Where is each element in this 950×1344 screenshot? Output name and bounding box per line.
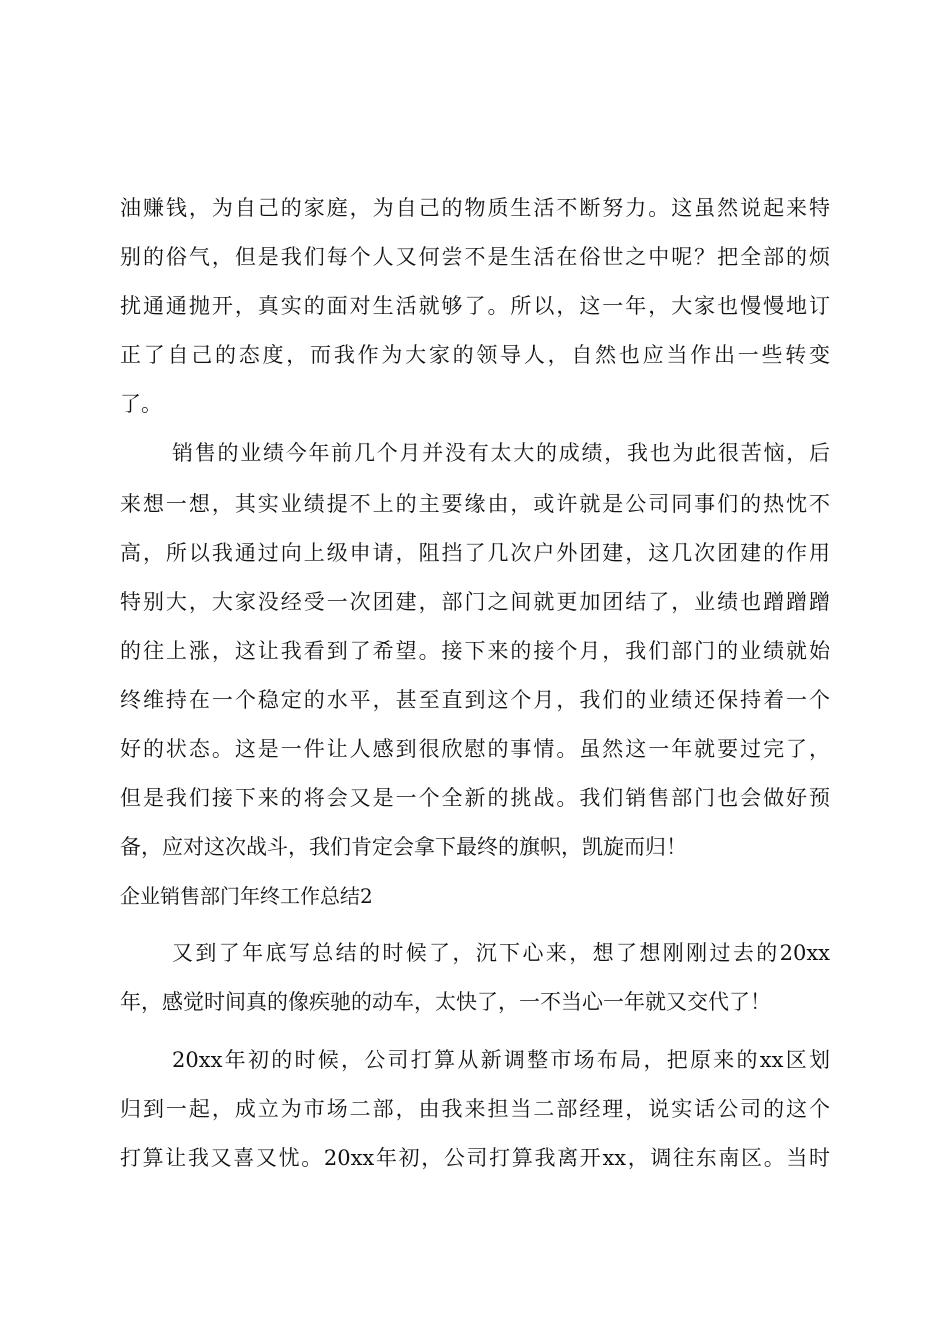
- paragraph-2-line-7: 好的状态。这是一件让人感到很欣慰的事情。虽然这一年就要过完了，: [120, 737, 830, 761]
- paragraph-2-line-9: 备，应对这次战斗，我们肯定会拿下最终的旗帜，凯旋而归！: [120, 835, 687, 859]
- paragraph-1-line-2: 别的俗气，但是我们每个人又何尝不是生活在俗世之中呢？把全部的烦: [120, 245, 830, 269]
- paragraph-4-line-3: 打算让我又喜又忧。20xx年初，公司打算我离开xx，调往东南区。当时: [120, 1146, 830, 1170]
- paragraph-2-line-4: 特别大，大家没经受一次团建，部门之间就更加团结了，业绩也蹭蹭蹭: [120, 590, 830, 614]
- section-heading: 企业销售部门年终工作总结2: [120, 884, 373, 908]
- paragraph-2-line-3: 高，所以我通过向上级申请，阻挡了几次户外团建，这几次团建的作用: [120, 541, 830, 565]
- paragraph-1-line-1: 油赚钱，为自己的家庭，为自己的物质生活不断努力。这虽然说起来特: [120, 196, 830, 220]
- paragraph-2-line-1: 销售的业绩今年前几个月并没有太大的成绩，我也为此很苦恼，后: [172, 441, 830, 465]
- paragraph-2-line-8: 但是我们接下来的将会又是一个全新的挑战。我们销售部门也会做好预: [120, 786, 830, 810]
- paragraph-3-line-1: 又到了年底写总结的时候了，沉下心来，想了想刚刚过去的20xx: [172, 941, 830, 965]
- paragraph-2-line-2: 来想一想，其实业绩提不上的主要缘由，或许就是公司同事们的热忱不: [120, 492, 830, 516]
- paragraph-2-line-5: 的往上涨，这让我看到了希望。接下来的接个月，我们部门的业绩就始: [120, 639, 830, 663]
- paragraph-1-line-4: 正了自己的态度，而我作为大家的领导人，自然也应当作出一些转变: [120, 343, 830, 367]
- paragraph-1-line-5: 了。: [120, 392, 162, 416]
- paragraph-4-line-2: 归到一起，成立为市场二部，由我来担当二部经理，说实话公司的这个: [120, 1097, 830, 1121]
- paragraph-4-line-1: 20xx年初的时候，公司打算从新调整市场布局，把原来的xx区划: [172, 1048, 830, 1072]
- paragraph-1-line-3: 扰通通抛开，真实的面对生活就够了。所以，这一年，大家也慢慢地订: [120, 294, 830, 318]
- paragraph-3-line-2: 年，感觉时间真的像疾驰的动车，太快了，一不当心一年就又交代了！: [120, 990, 771, 1014]
- paragraph-2-line-6: 终维持在一个稳定的水平，甚至直到这个月，我们的业绩还保持着一个: [120, 688, 830, 712]
